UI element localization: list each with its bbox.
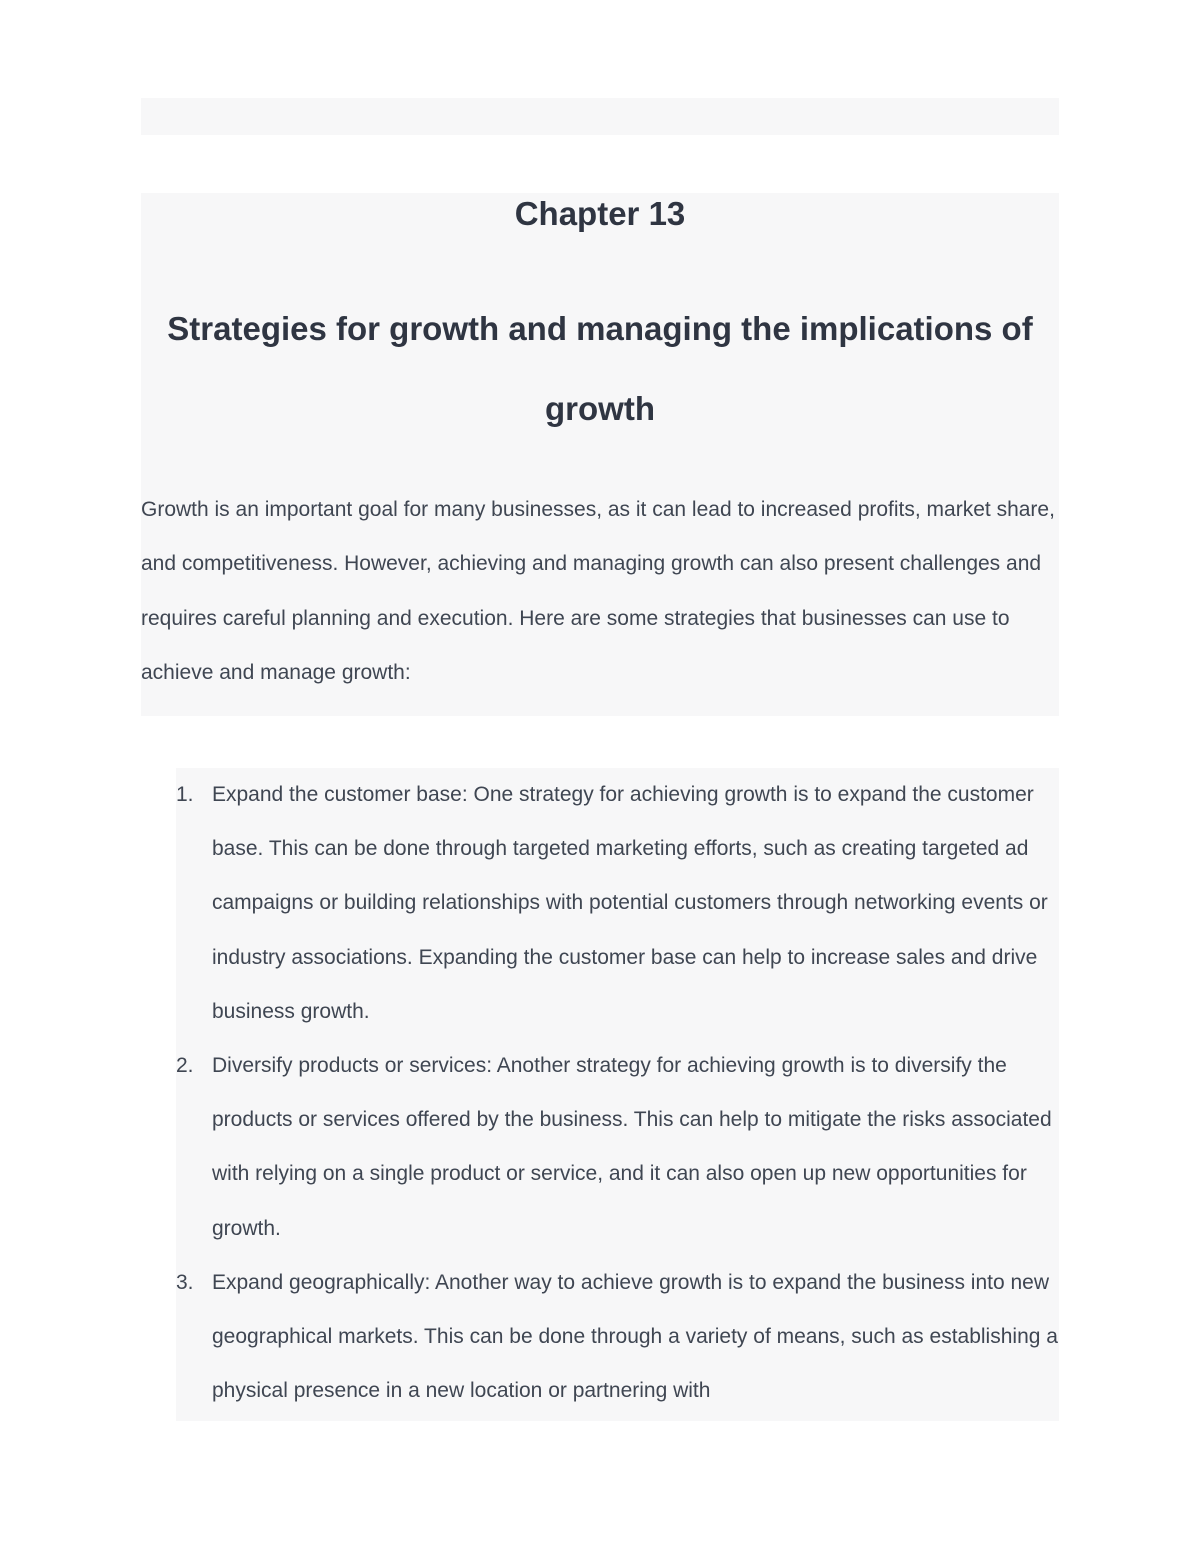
list-item-number: 3. xyxy=(176,1270,194,1294)
list-item-text: Diversify products or services: Another strategy for achieving growth is to diversify the products or services offered by the business. This can help to mitigate the risks associated with relying on a single product or service, and it can also open up new opportunities for growth. xyxy=(212,1054,1052,1240)
header-band xyxy=(141,98,1059,135)
strategy-list xyxy=(176,768,1059,1418)
list-item-text: Expand geographically: Another way to achieve growth is to expand the business into new geographical markets. This can be done through a variety of means, such as establishing a physical presence in a new location or partnering with xyxy=(212,1270,1058,1403)
list-item xyxy=(176,768,1059,1039)
list-item xyxy=(176,1039,1059,1256)
intro-paragraph: Growth is an important goal for many businesses, as it can lead to increased profits, market share, and competitiveness. However, achieving and managing growth can also present challenges and requires careful planning and execution. Here are some strategies that businesses can use to achieve and manage growth: xyxy=(141,498,1055,684)
intro-section xyxy=(141,193,1059,716)
chapter-title: Chapter 13 xyxy=(514,195,686,232)
list-item-number: 1. xyxy=(176,783,194,806)
list-item-number: 2. xyxy=(176,1054,194,1078)
list-item xyxy=(176,1256,1059,1419)
strategy-list-section xyxy=(176,768,1059,1421)
list-item-text: Expand the customer base: One strategy for achieving growth is to expand the customer base. This can be done through targeted marketing efforts, such as creating targeted ad campaigns or building relationships with potential customers through networking events or industry associations. Expanding the customer base can help to increase sales and drive business growth. xyxy=(212,783,1048,1023)
section-title: Strategies for growth and managing the implications of growth xyxy=(167,310,1033,427)
